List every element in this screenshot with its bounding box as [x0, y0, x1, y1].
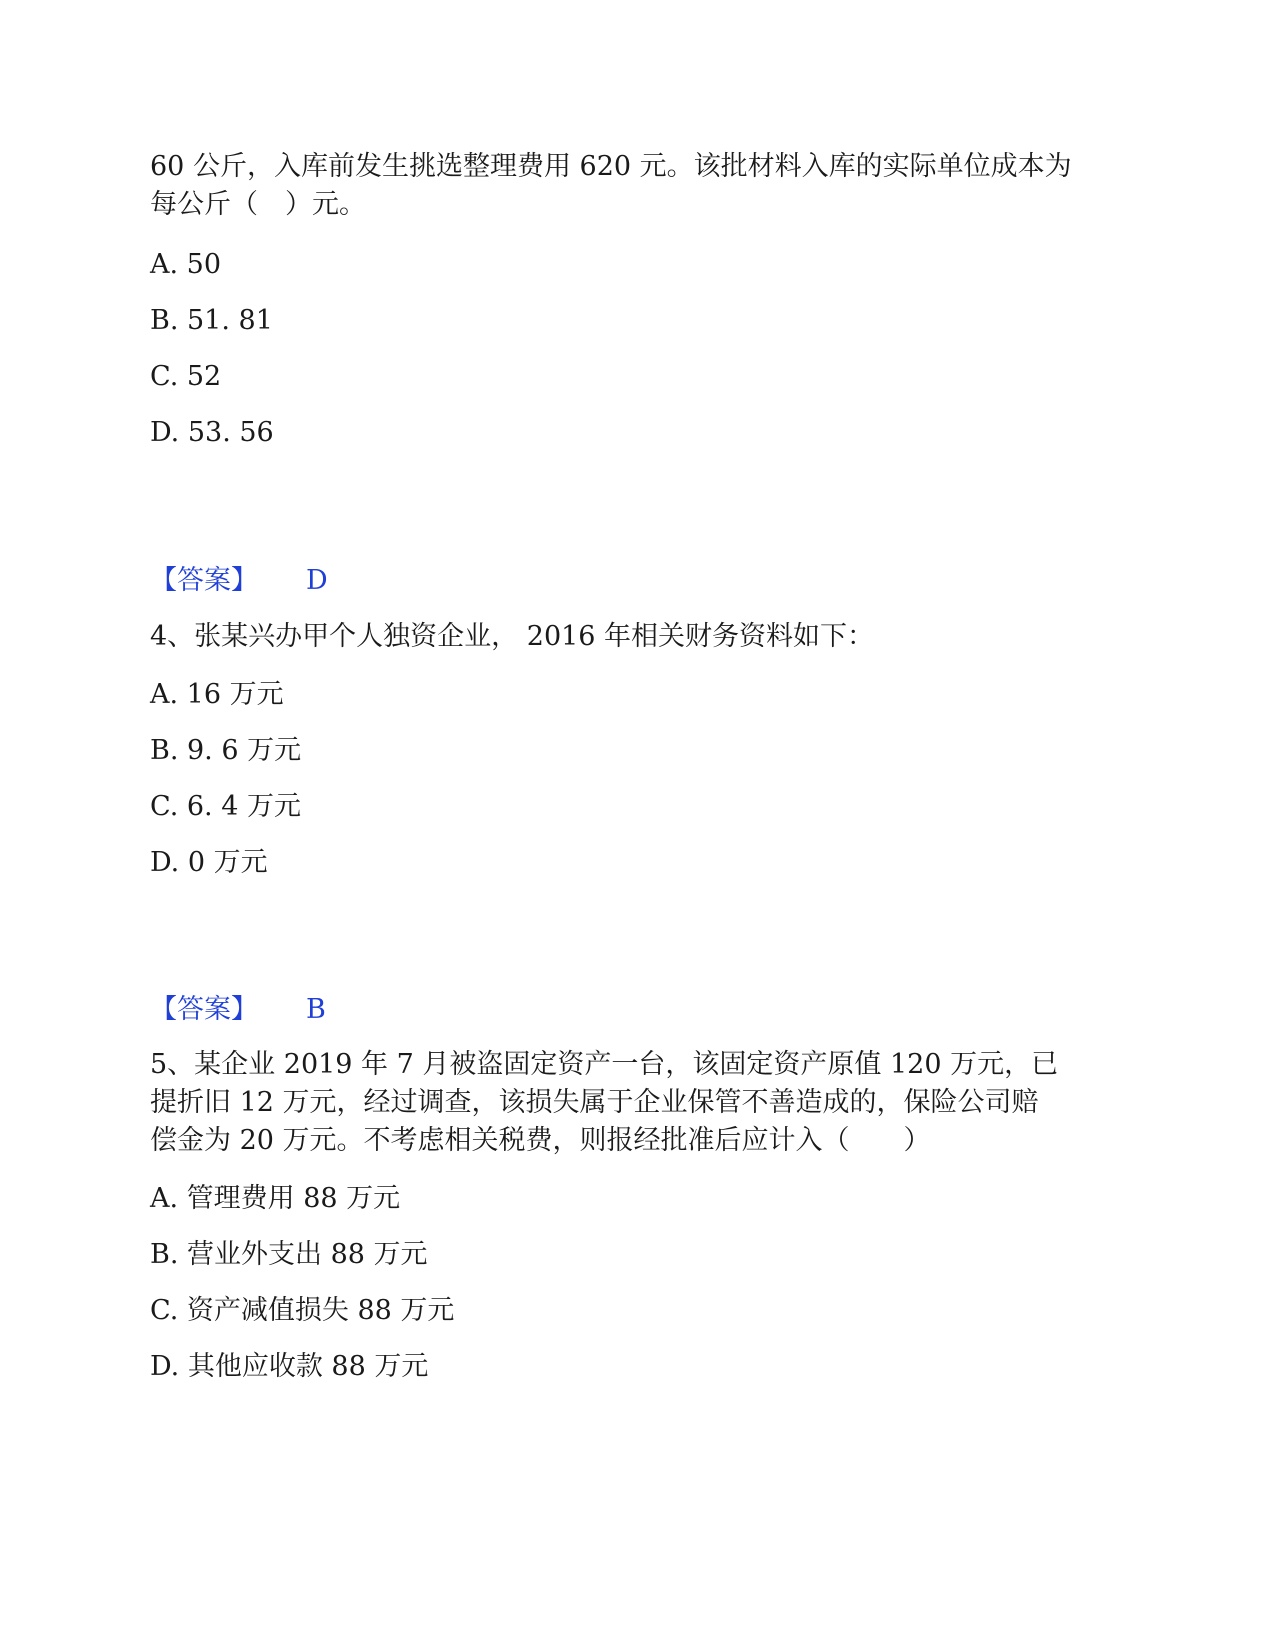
q4-option-a: A. 16 万元 [150, 679, 284, 710]
q5-option-c: C. 资产减值损失 88 万元 [150, 1295, 455, 1326]
q4-answer [150, 991, 326, 1029]
q4-answer-value: B [306, 994, 326, 1025]
q5-option-b: B. 营业外支出 88 万元 [150, 1239, 428, 1270]
q5-text-line-1: 5、某企业 2019 年 7 月被盗固定资产一台，该固定资产原值 120 万元，已 [150, 1049, 1059, 1080]
q5-text-line-3: 偿金为 20 万元。不考虑相关税费，则报经批准后应计入（ ） [150, 1125, 931, 1156]
q3-option-c: C. 52 [150, 361, 222, 392]
q3-text-line-1: 60 公斤，入库前发生挑选整理费用 620 元。该批材料入库的实际单位成本为 [150, 151, 1072, 182]
q4-option-d: D. 0 万元 [150, 847, 268, 878]
q5-option-d: D. 其他应收款 88 万元 [150, 1351, 429, 1382]
q3-text-line-2: 每公斤（ ）元。 [150, 189, 366, 220]
q3-option-d: D. 53. 56 [150, 417, 274, 448]
q5-text-line-2: 提折旧 12 万元，经过调查，该损失属于企业保管不善造成的，保险公司赔 [150, 1087, 1039, 1118]
q4-option-c: C. 6. 4 万元 [150, 791, 301, 822]
q3-answer [150, 562, 328, 600]
q5-option-a: A. 管理费用 88 万元 [150, 1183, 401, 1214]
q4-option-b: B. 9. 6 万元 [150, 735, 302, 766]
q3-option-b: B. 51. 81 [150, 305, 273, 336]
q3-answer-label: 【答案】 [150, 565, 258, 596]
q4-answer-label: 【答案】 [150, 994, 258, 1025]
q3-answer-value: D [306, 565, 328, 596]
q3-option-a: A. 50 [150, 249, 222, 280]
q4-text-line-1: 4、张某兴办甲个人独资企业， 2016 年相关财务资料如下： [150, 621, 875, 652]
